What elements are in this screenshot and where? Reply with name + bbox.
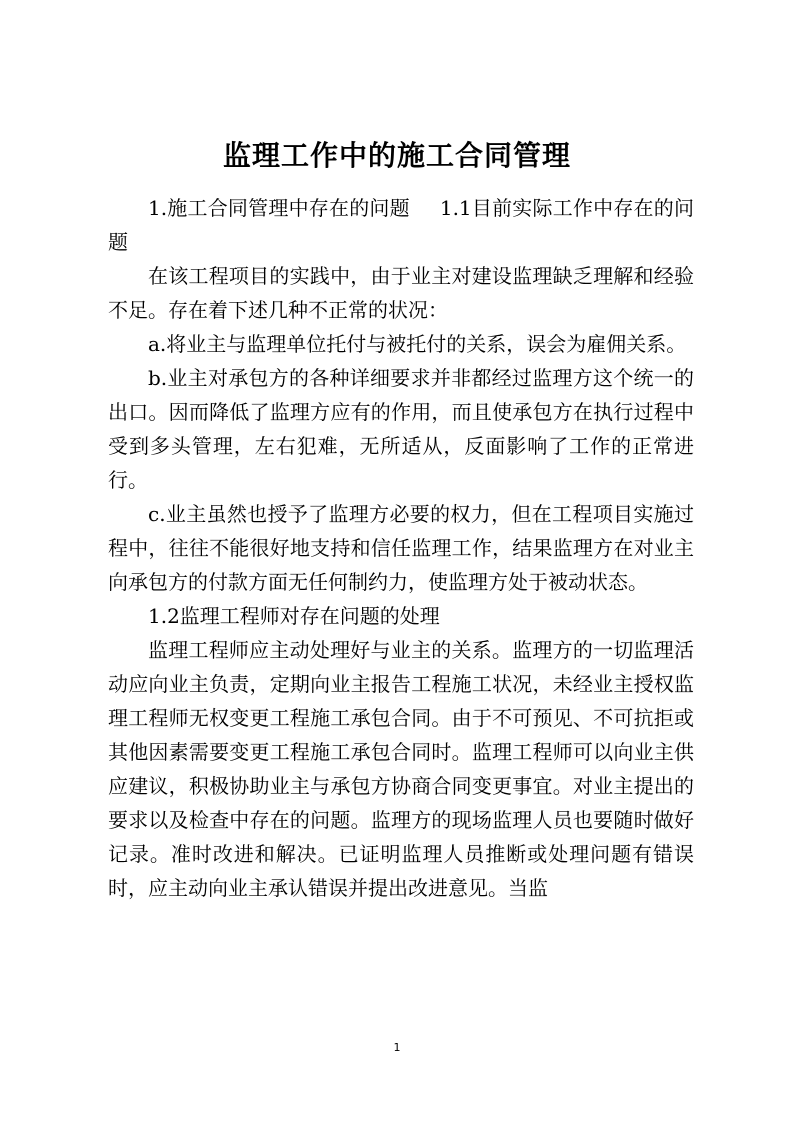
- section-heading-1-2: 1.2监理工程师对存在问题的处理: [148, 604, 440, 628]
- paragraph-item-a: a.将业主与监理单位托付与被托付的关系，误会为雇佣关系。: [148, 332, 687, 356]
- paragraph-handling: 监理工程师应主动处理好与业主的关系。监理方的一切监理活动应向业主负责，定期向业主报告工程施工状况，未经业主授权监理工程师无权变更工程施工承包合同。由于不可预见、不可抗拒或其他因素需要变更工程施工承包合同时。监理工程师可以向业主供应建议，积极协助业主与承包方协商合同变更事宜。对业主提出的要求以及检查中存在的问题。监理方的现场监理人员也要随时做好记录。准时改进和解决。已证明监理人员推断或处理问题有错误时，应主动向业主承认错误并提出改进意见。当监: [108, 638, 694, 900]
- page-number: 1: [393, 1041, 401, 1054]
- paragraph-intro: 在该工程项目的实践中，由于业主对建设监理缺乏理解和经验不足。存在着下述几种不正常的状况：: [108, 264, 694, 322]
- document-body: [108, 191, 694, 905]
- paragraph-item-c: c.业主虽然也授予了监理方必要的权力，但在工程项目实施过程中，往往不能很好地支持和信任监理工作，结果监理方在对业主向承包方的付款方面无任何制约力，使监理方处于被动状态。: [108, 502, 694, 594]
- section-heading-1-1: 1.1目前实际工作中存在的问题: [108, 196, 694, 254]
- paragraph-item-b: b.业主对承包方的各种详细要求并非都经过监理方这个统一的出口。因而降低了监理方应有的作用，而且使承包方在执行过程中受到多头管理，左右犯难，无所适从，反面影响了工作的正常进行。: [108, 366, 694, 492]
- section-heading-1: 1.施工合同管理中存在的问题: [148, 196, 410, 220]
- section-heading-line: [108, 191, 694, 259]
- document-title: 监理工作中的施工合同管理: [222, 139, 571, 172]
